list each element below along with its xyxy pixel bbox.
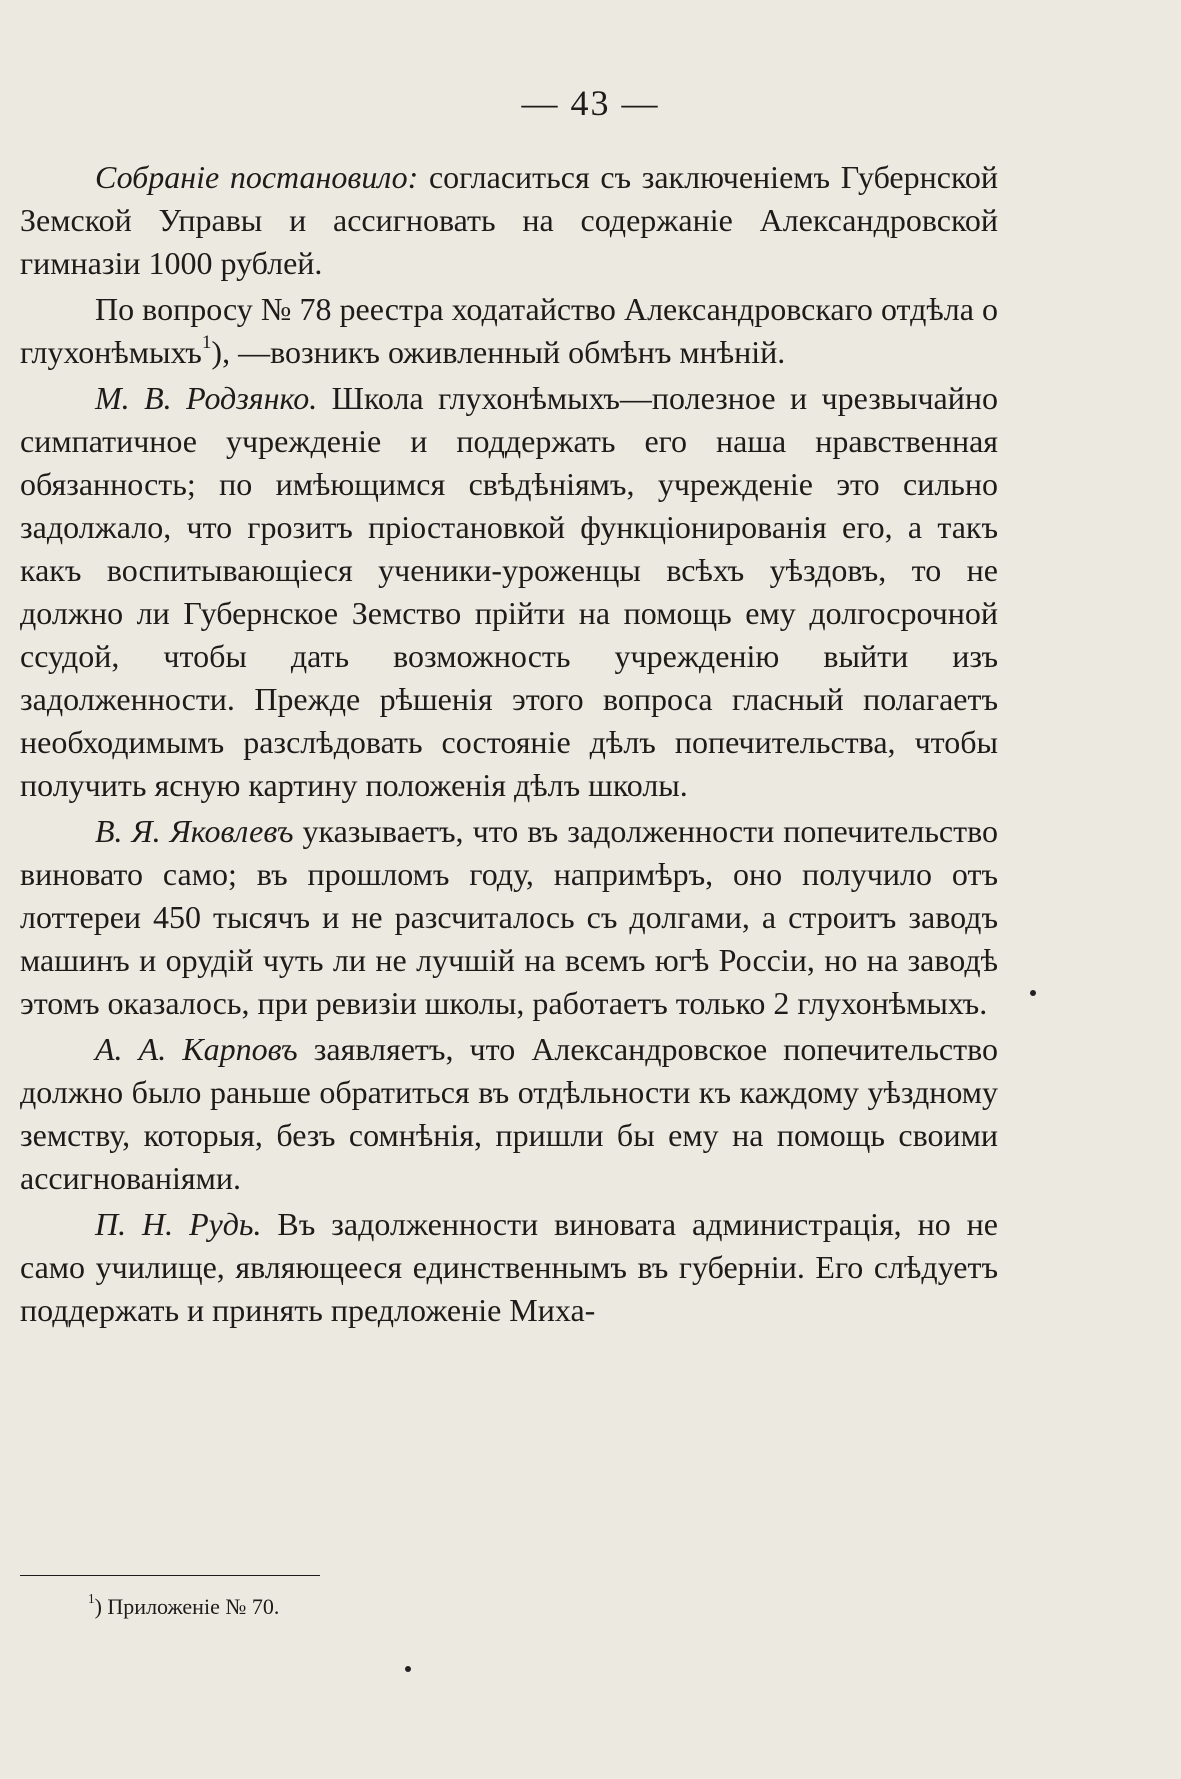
paragraph-text: По вопросу № 78 реестра ходатайство Александровскаго отдѣла о глухонѣмыхъ <box>20 291 998 370</box>
footnote-divider <box>20 1575 320 1576</box>
footnote-marker: 1 <box>88 1591 95 1607</box>
paragraph <box>20 156 998 285</box>
footnote-ref: 1 <box>201 331 212 353</box>
paragraph <box>20 1028 998 1200</box>
paragraph-text: указываетъ, что въ задолженности попечительство виновато само; въ прошломъ году, напримѣръ, оно получило отъ лоттереи 450 тысячъ и не разсчиталось съ долгами, а строитъ заводъ машинъ и орудій чуть ли не лучшій на всемъ югѣ Россіи, но на заводѣ этомъ оказалось, при ревизіи школы, работаетъ только 2 глухонѣмыхъ. <box>20 813 998 1021</box>
paragraph <box>20 810 998 1025</box>
speaker-label: В. Я. Яковлевъ <box>95 813 294 849</box>
paragraph-text: Въ задолженности виновата администрація, но не само училище, являющееся единственнымъ въ губерніи. Его слѣдуетъ поддержать и принять предложеніе Миха- <box>20 1206 999 1328</box>
speaker-label: М. В. Родзянко. <box>95 380 318 416</box>
paragraph-text: Школа глухонѣмыхъ—полезное и чрезвычайно симпатичное учрежденіе и поддержать его наша нравственная обязанность; по имѣющимся свѣдѣніямъ, учрежденіе это сильно задолжало, что грозитъ пріостановкой функціонированія его, а такъ какъ воспитывающіеся ученики-уроженцы всѣхъ уѣздовъ, то не должно ли Губернское Земство прійти на помощь ему долгосрочной ссудой, чтобы дать возможность учрежденію выйти изъ задолженности. Прежде рѣшенія этого вопроса гласный полагаетъ необходимымъ разслѣдовать состояніе дѣлъ попечительства, чтобы получить ясную картину положенія дѣлъ школы. <box>20 380 999 803</box>
footnote-text: ) Приложеніе № 70. <box>94 1594 280 1619</box>
body-text <box>20 156 998 1335</box>
ink-speck <box>405 1666 411 1672</box>
paragraph <box>20 1203 998 1332</box>
speaker-label: А. А. Карповъ <box>95 1031 298 1067</box>
footnote <box>88 1592 279 1622</box>
page-number: — 43 — <box>521 83 660 123</box>
ink-speck <box>1030 990 1036 996</box>
paragraph <box>20 288 998 374</box>
speaker-label: П. Н. Рудь. <box>95 1206 262 1242</box>
paragraph-text: заявляетъ, что Александровское попечительство должно было раньше обратиться въ отдѣльности къ каждому уѣздному земству, которыя, безъ сомнѣнія, пришли бы ему на помощь своими ассигнованіями. <box>20 1031 999 1196</box>
paragraph-text: согласиться съ заключеніемъ Губернской Земской Управы и ассигновать на содержаніе Александровской гимназіи 1000 рублей. <box>20 159 999 281</box>
speaker-label: Собраніе постановило: <box>95 159 419 195</box>
paragraph <box>20 377 998 807</box>
paragraph-text-after: ), —возникъ оживленный обмѣнъ мнѣній. <box>211 334 786 370</box>
